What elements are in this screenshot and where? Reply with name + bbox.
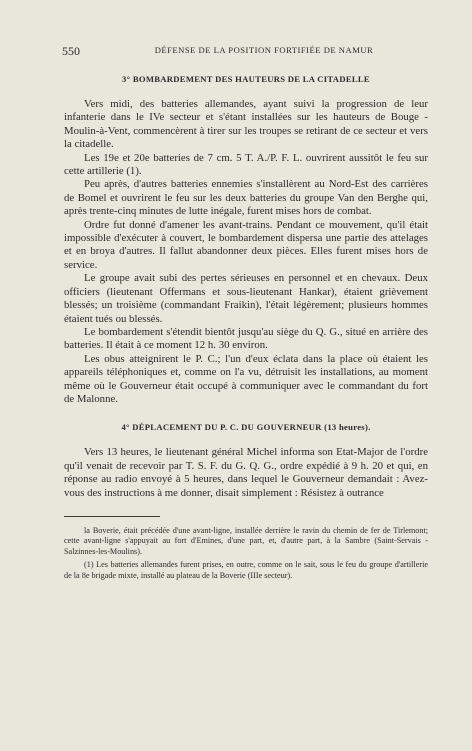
running-head: DÉFENSE DE LA POSITION FORTIFIÉE DE NAMUR	[154, 45, 374, 55]
section-3-paragraph-5: Le groupe avait subi des pertes sérieuses en personnel et en chevaux. Deux officiers (lieutenant Offermans et sous-lieutenant Hankar), étaient grièvement blessés; un troisième (commandant Fraikin), l'était légèrement; plusieurs hommes étaient tués ou blessés.	[64, 272, 428, 325]
section-3-paragraph-4: Ordre fut donné d'amener les avant-trains. Pendant ce mouvement, qu'il était impossible d'exécuter à couvert, le bombardement dispersa une partie des attelages et en broya d'autres. Il fallut abandonner deux pièces. Elles furent mises hors de service.	[64, 218, 428, 271]
footnote-divider	[64, 516, 160, 517]
footnote-continued: la Boverie, était précédée d'une avant-ligne, installée derrière le ravin du chemin de fer de Tirlemont; cette avant-ligne s'appuyait au fort d'Emines, d'une part, et, d'autre part, à la Sambre (Saint-Servais - Salzinnes-les-Moulins).	[64, 525, 428, 556]
section-3-paragraph-2: Les 19e et 20e batteries de 7 cm. 5 T. A./P. F. L. ouvrirent aussitôt le feu sur cette artillerie (1).	[64, 151, 428, 178]
section-3-paragraph-7: Les obus atteignirent le P. C.; l'un d'eux éclata dans la place où étaient les appareils téléphoniques et, comme on l'a vu, détruisit les installations, au moment même où le Gouverneur était occupé à communiquer avec le commandant du fort de Malonne.	[64, 352, 428, 405]
page-number: 550	[62, 44, 80, 58]
section-3-title: 3° BOMBARDEMENT DES HAUTEURS DE LA CITADELLE	[122, 74, 370, 84]
footnote-1: (1) Les batteries allemandes furent prises, en outre, comme on le sait, sous le feu du groupe d'artillerie de la 8e brigade mixte, installé au plateau de la Boverie (IIIe secteur).	[64, 560, 428, 580]
section-4-title: 4° DÉPLACEMENT DU P. C. DU GOUVERNEUR (13 heures).	[121, 422, 371, 433]
section-3-paragraph-3: Peu après, d'autres batteries ennemies s'installèrent au Nord-Est des carrières de Bomel et ouvrirent le feu sur les deux batteries du groupe Van den Berghe qui, après trente-cinq minutes de lutte inégale, furent mises hors de combat.	[64, 178, 428, 218]
footnotes	[64, 526, 428, 581]
section-3-paragraph-6: Le bombardement s'étendit bientôt jusqu'au siège du Q. G., situé en arrière des batteries. Il était à ce moment 12 h. 30 environ.	[64, 325, 428, 352]
section-4-paragraph-1: Vers 13 heures, le lieutenant général Michel informa son Etat-Major de l'ordre qu'il venait de recevoir par T. S. F. du G. Q. G., ordre expédié à 9 h. 20 et qui, en réponse au radio envoyé à 5 heures, dans lequel le Gouverneur demandait : Avez-vous des instructions à me donner, disait simplement : Résistez à outrance	[64, 446, 428, 499]
section-3-paragraph-1: Vers midi, des batteries allemandes, ayant suivi la progression de leur infanterie dans le IVe secteur et s'étant installées sur les hauteurs de Bouge - Moulin-à-Vent, commencèrent à tirer sur les troupes se retirant de ce secteur et vers la citadelle.	[64, 98, 428, 151]
page-header	[62, 44, 426, 60]
page-content	[64, 74, 428, 581]
